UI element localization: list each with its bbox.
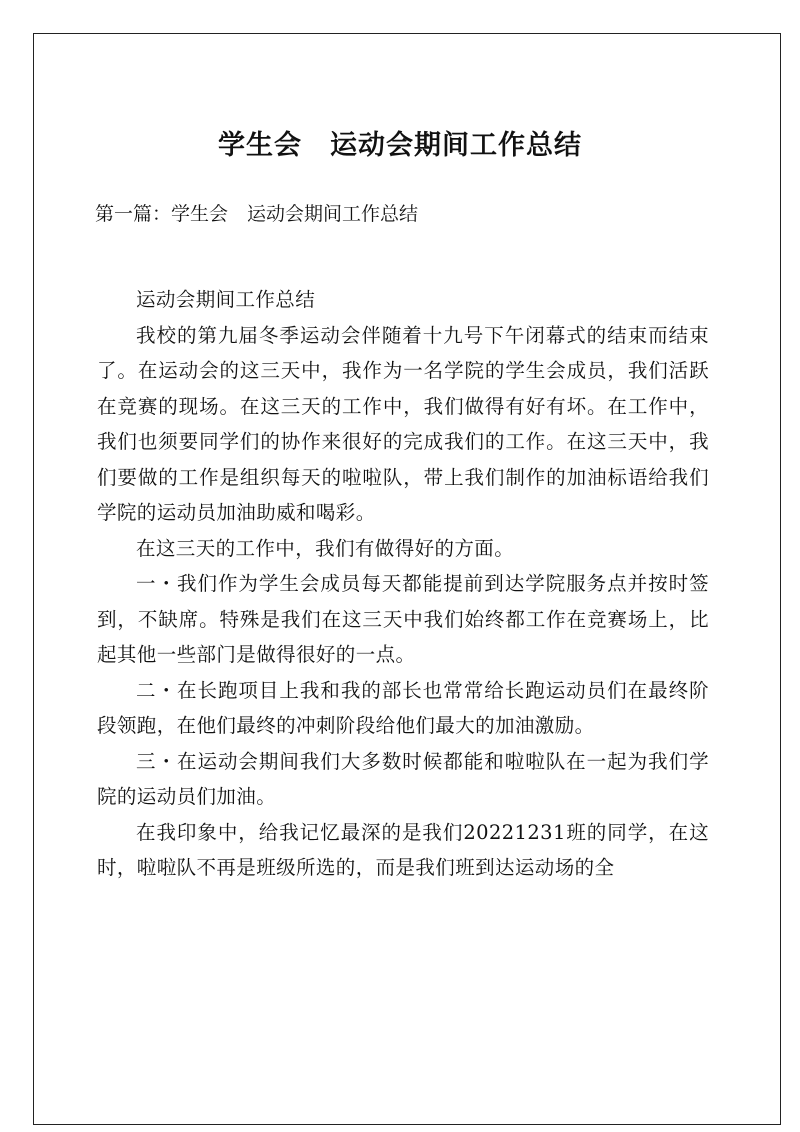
section-heading: 运动会期间工作总结 xyxy=(136,288,316,311)
paragraph-point-three: 三・在运动会期间我们大多数时候都能和啦啦队在一起为我们学院的运动员们加油。 xyxy=(97,749,709,808)
document-title: 学生会 运动会期间工作总结 xyxy=(218,130,582,161)
paragraph-intro: 我校的第九届冬季运动会伴随着十九号下午闭幕式的结束而结束了。在运动会的这三天中，我作为一名学院的学生会成员，我们活跃在竞赛的现场。在这三天的工作中，我们做得有好有坏。在工作中，我们也须要同学们的协作来很好的完成我们的工作。在这三天中，我们要做的工作是组织每天的啦啦队，带上我们制作的加油标语给我们学院的运动员加油助威和喝彩。 xyxy=(97,323,709,524)
paragraph-impression: 在我印象中，给我记忆最深的是我们20221231班的同学，在这时，啦啦队不再是班级所选的，而是我们班到达运动场的全 xyxy=(97,820,709,879)
document-subtitle: 第一篇：学生会 运动会期间工作总结 xyxy=(95,203,419,225)
document-body xyxy=(97,282,709,886)
paragraph-point-one: 一・我们作为学生会成员每天都能提前到达学院服务点并按时签到，不缺席。特殊是我们在这三天中我们始终都工作在竞赛场上，比起其他一些部门是做得很好的一点。 xyxy=(97,572,709,666)
paragraph-good-aspects: 在这三天的工作中，我们有做得好的方面。 xyxy=(136,536,515,560)
paragraph-point-two: 二・在长跑项目上我和我的部长也常常给长跑运动员们在最终阶段领跑，在他们最终的冲刺阶段给他们最大的加油激励。 xyxy=(97,678,709,737)
